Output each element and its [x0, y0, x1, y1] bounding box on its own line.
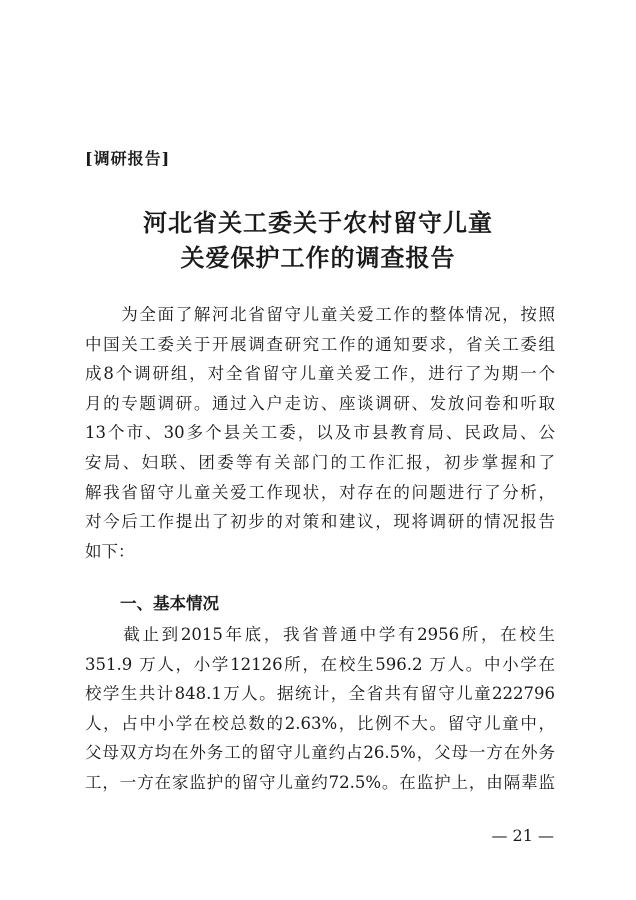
section-heading: 一、基本情况 — [120, 594, 219, 613]
paragraph-line: 父母双方均在外务工的留守儿童约占26.5%，父母一方在外务 — [85, 743, 555, 763]
paragraph-line: 校学生共计848.1万人。据统计，全省共有留守儿童222796 — [85, 684, 555, 704]
paragraph-line: 工，一方在家监护的留守儿童约72.5%。在监护上，由隔辈监 — [85, 772, 555, 792]
paragraph-line: 对今后工作提出了初步的对策和建议，现将调研的情况报告 — [85, 512, 555, 532]
paragraph-line: 月的专题调研。通过入户走访、座谈调研、发放问卷和听取 — [85, 393, 555, 413]
paragraph-line: 解我省留守儿童关爱工作现状，对存在的问题进行了分析， — [85, 482, 555, 502]
paragraph-line: 为全面了解河北省留守儿童关爱工作的整体情况，按照 — [85, 305, 555, 324]
page-number: — 21 — — [491, 826, 554, 845]
basic-situation-paragraph — [85, 620, 555, 798]
paragraph-line: 安局、妇联、团委等有关部门的工作汇报，初步掌握和了 — [85, 452, 555, 472]
paragraph-line: 如下： — [85, 541, 135, 561]
paragraph-line: 13个市、30多个县关工委，以及市县教育局、民政局、公 — [85, 423, 555, 443]
document-title-line-1: 河北省关工委关于农村留守儿童 — [143, 208, 493, 237]
report-category-tag: [调研报告] — [85, 149, 171, 168]
paragraph-line: 人，占中小学在校总数的2.63%，比例不大。留守儿童中， — [85, 713, 555, 733]
paragraph-line: 中国关工委关于开展调查研究工作的通知要求，省关工委组 — [85, 334, 555, 354]
document-title-line-2: 关爱保护工作的调查报告 — [180, 243, 456, 272]
intro-paragraph — [85, 300, 555, 566]
paragraph-line: 成8个调研组，对全省留守儿童关爱工作，进行了为期一个 — [85, 364, 555, 384]
paragraph-line: 351.9 万人，小学12126所，在校生596.2 万人。中小学在 — [85, 654, 555, 674]
paragraph-line: 截止到2015年底，我省普通中学有2956所，在校生 — [85, 625, 555, 644]
